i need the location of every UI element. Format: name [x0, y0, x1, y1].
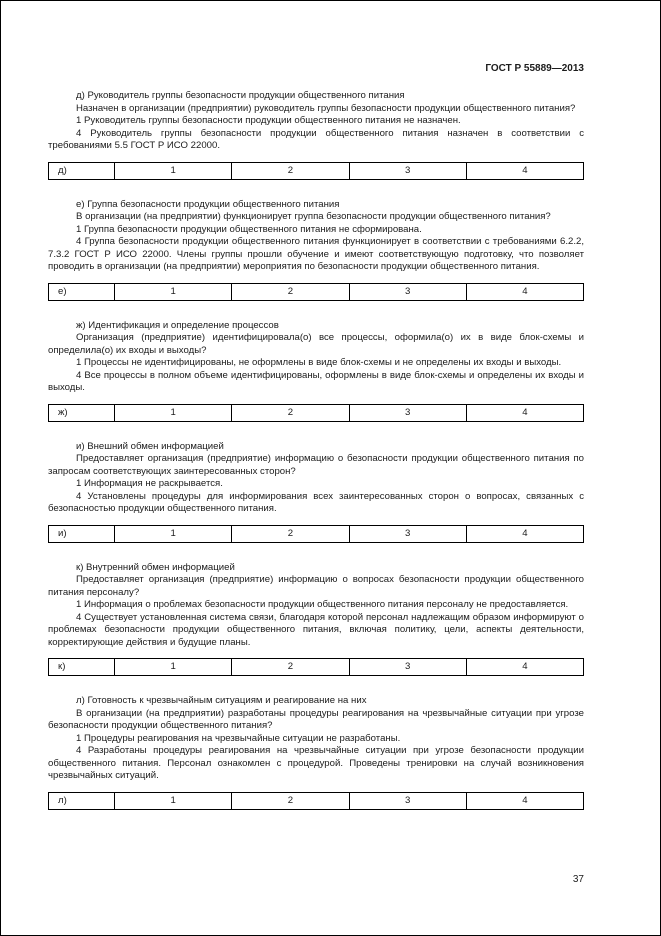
option-score-4: 4 Установлены процедуры для информирования всех заинтересованных сторон о вопросах, связанных с безопасностью продукции общественного питания. — [48, 490, 584, 514]
score-column-3: 3 — [349, 162, 466, 179]
score-column-3: 3 — [349, 525, 466, 542]
score-column-1: 1 — [115, 283, 232, 300]
assessment-section — [48, 90, 584, 180]
score-table-row — [49, 404, 584, 421]
assessment-section — [48, 441, 584, 543]
score-column-1: 1 — [115, 162, 232, 179]
score-column-1: 1 — [115, 659, 232, 676]
score-table — [48, 283, 584, 301]
section-title: ж) Идентификация и определение процессов — [76, 319, 279, 331]
score-table-row-label: л) — [49, 792, 115, 809]
section-question: Предоставляет организация (предприятие) информацию о безопасности продукции общественного питания по запросам соответствующих заинтересованных сторон? — [48, 453, 584, 477]
option-score-4: 4 Группа безопасности продукции общественного питания функционирует в соответствии с требованиями 6.2.2, 7.3.2 ГОСТ Р ИСО 22000. Члены группы прошли обучение и имеют соответствующую подготовку, что позволяет проводить в организации (на предприятии) мероприятия по безопасности продукции общественного питания. — [48, 236, 584, 272]
score-column-2: 2 — [232, 659, 349, 676]
option-score-1: 1 Группа безопасности продукции общественного питания не сформирована. — [76, 223, 422, 235]
score-column-4: 4 — [466, 525, 583, 542]
score-column-1: 1 — [115, 792, 232, 809]
assessment-section — [48, 695, 584, 810]
sections-container — [48, 90, 584, 810]
option-score-4: 4 Руководитель группы безопасности продукции общественного питания назначен в соответствии с требованиями 5.5 ГОСТ Р ИСО 22000. — [48, 127, 584, 151]
score-table-row — [49, 283, 584, 300]
score-table — [48, 792, 584, 810]
score-table — [48, 162, 584, 180]
section-question: Предоставляет организация (предприятие) информацию о вопросах безопасности продукции общественного питания персоналу? — [48, 574, 584, 598]
score-column-4: 4 — [466, 162, 583, 179]
option-score-4: 4 Существует установленная система связи, благодаря которой персонал надлежащим образом информируют о проблемах безопасности продукции общественного питания, включая политику, цели, аспекты деятельности, корректирующие действия и будущие планы. — [48, 611, 584, 648]
score-table-row-label: и) — [49, 525, 115, 542]
score-column-2: 2 — [232, 404, 349, 421]
option-score-1: 1 Информация о проблемах безопасности продукции общественного питания персоналу не предоставляется. — [76, 599, 569, 610]
document-header-standard-number: ГОСТ Р 55889—2013 — [485, 63, 584, 74]
score-table — [48, 404, 584, 422]
section-title: л) Готовность к чрезвычайным ситуациям и реагирование на них — [76, 695, 367, 706]
section-question: В организации (на предприятии) разработаны процедуры реагирования на чрезвычайные ситуации при угрозе безопасности продукции общественного питания? — [48, 707, 584, 731]
assessment-section — [48, 320, 584, 422]
score-table-row-label: д) — [49, 162, 115, 179]
option-score-1: 1 Информация не раскрывается. — [76, 478, 223, 489]
score-column-2: 2 — [232, 525, 349, 542]
option-score-4: 4 Разработаны процедуры реагирования на чрезвычайные ситуации при угрозе безопасности продукции общественного питания. Персонал ознакомлен с процедурой. Проведены тренировки на случай возникновения чрезвычайных ситуаций. — [48, 745, 584, 781]
score-column-1: 1 — [115, 404, 232, 421]
score-column-3: 3 — [349, 792, 466, 809]
option-score-1: 1 Процедуры реагирования на чрезвычайные ситуации не разработаны. — [76, 732, 401, 744]
section-title: и) Внешний обмен информацией — [76, 440, 224, 452]
section-question: В организации (на предприятии) функционирует группа безопасности продукции общественного питания? — [76, 211, 551, 222]
option-score-1: 1 Руководитель группы безопасности продукции общественного питания не назначен. — [76, 115, 461, 126]
assessment-section — [48, 562, 584, 677]
score-table-row — [49, 792, 584, 809]
option-score-4: 4 Все процессы в полном объеме идентифицированы, оформлены в виде блок-схемы и определены их входы и выходы. — [48, 369, 584, 393]
section-title: е) Группа безопасности продукции общественного питания — [76, 198, 340, 210]
option-score-1: 1 Процессы не идентифицированы, не оформлены в виде блок-схемы и не определены их входы и выходы. — [76, 357, 562, 368]
score-table — [48, 525, 584, 543]
score-column-3: 3 — [349, 404, 466, 421]
score-column-2: 2 — [232, 792, 349, 809]
score-column-3: 3 — [349, 659, 466, 676]
score-column-2: 2 — [232, 283, 349, 300]
score-column-2: 2 — [232, 162, 349, 179]
score-column-4: 4 — [466, 283, 583, 300]
score-column-4: 4 — [466, 659, 583, 676]
score-column-4: 4 — [466, 404, 583, 421]
page-number: 37 — [572, 874, 584, 885]
section-question: Назначен в организации (предприятии) руководитель группы безопасности продукции общественного питания? — [76, 102, 576, 114]
section-title: д) Руководитель группы безопасности продукции общественного питания — [76, 90, 405, 101]
assessment-section — [48, 199, 584, 301]
section-title: к) Внутренний обмен информацией — [76, 561, 235, 573]
score-table-row-label: к) — [49, 659, 115, 676]
score-table-row — [49, 525, 584, 542]
score-table-row — [49, 162, 584, 179]
score-table — [48, 658, 584, 676]
score-column-4: 4 — [466, 792, 583, 809]
section-question: Организация (предприятие) идентифицировала(о) все процессы, оформила(о) их в виде блок-схемы и определила(о) их входы и выходы? — [48, 332, 584, 356]
score-table-row-label: е) — [49, 283, 115, 300]
score-column-3: 3 — [349, 283, 466, 300]
score-table-row — [49, 659, 584, 676]
score-table-row-label: ж) — [49, 404, 115, 421]
score-column-1: 1 — [115, 525, 232, 542]
